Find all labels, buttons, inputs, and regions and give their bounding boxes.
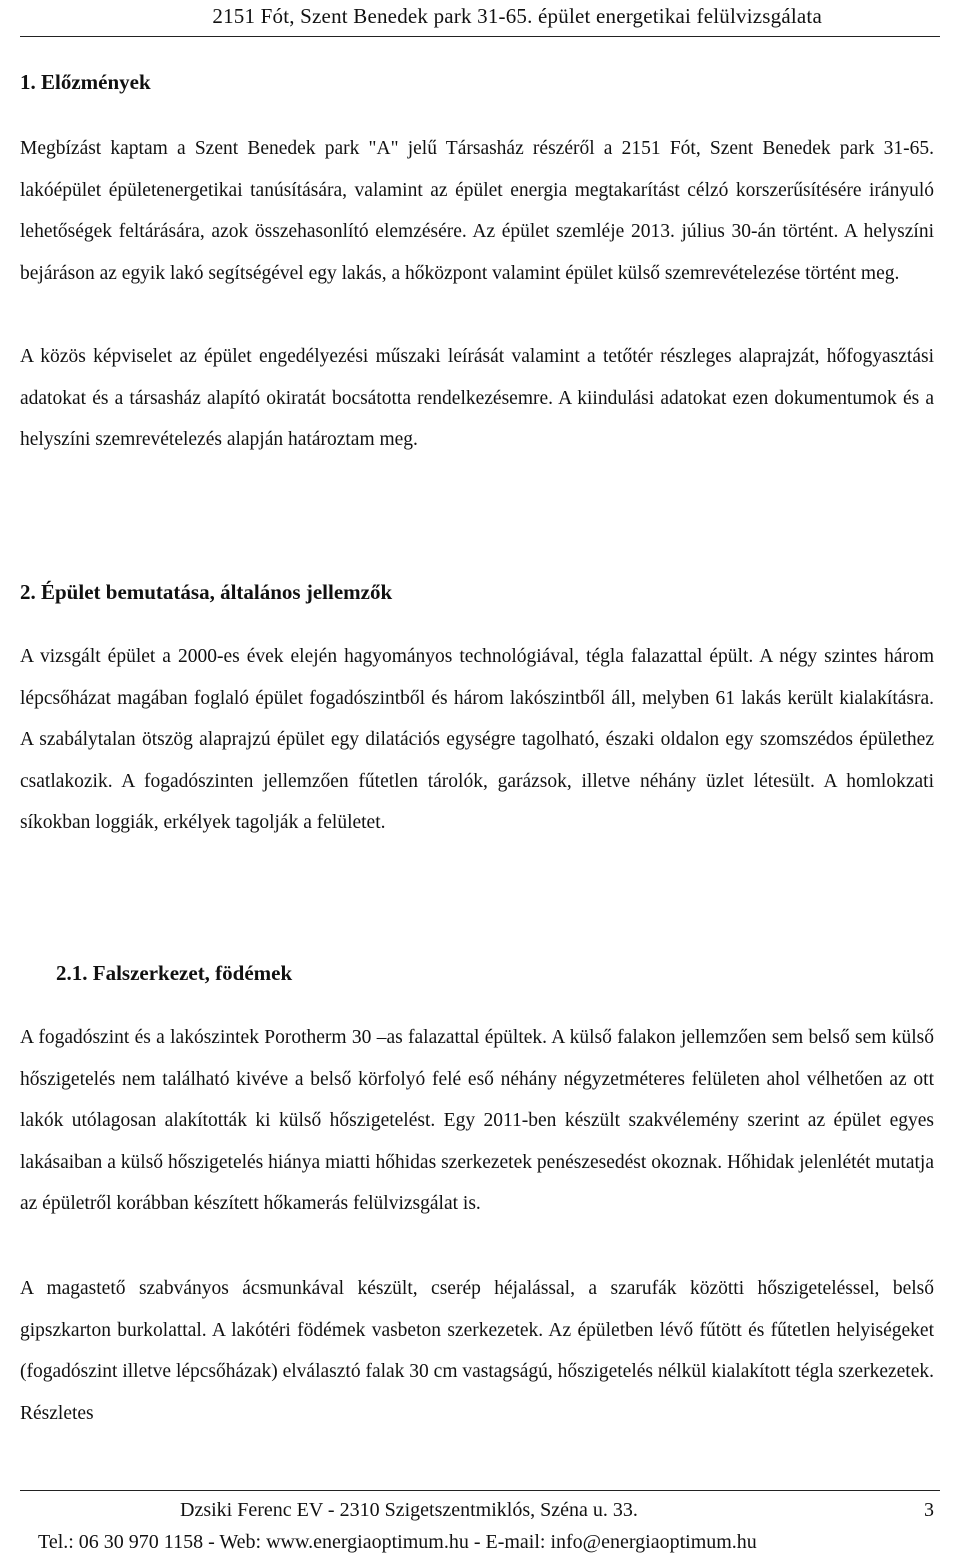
section-heading-1: 1. Előzmények bbox=[20, 70, 151, 94]
section-1-paragraph-2: A közös képviselet az épület engedélyezési műszaki leírását valamint a tetőtér részleges alaprajzát, hőfogyasztási adatokat és a társasház alapító okiratát bocsátotta rendelkezésemre. A kiindulási adatokat ezen dokumentumok és a helyszíni szemrevételezés alapján határoztam meg. bbox=[20, 346, 934, 450]
section-heading-2: 2. Épület bemutatása, általános jellemzők bbox=[20, 580, 393, 604]
section-2-1-paragraph-1: A fogadószint és a lakószintek Porotherm 30 –as falazattal épültek. A külső falakon jellemzően sem belső sem külső hőszigetelés nem található kivéve a belső körfolyó felé eső néhány négyzetméteres felületen ahol vélhetően az ott lakók utólagosan alakították ki külső hőszigetelést. Egy 2011-ben készült szakvélemény szerint az épület egyes lakásaiban a külső hőszigetelés hiánya miatti hőhidas szerkezetek penészesedést okoznak. Hőhidak jelenlétét mutatja az épületről korábban készített hőkamerás felülvizsgálat is. bbox=[20, 1027, 934, 1214]
page-number: 3 bbox=[924, 1499, 934, 1521]
page-header bbox=[20, 0, 940, 37]
header-title: 2151 Fót, Szent Benedek park 31-65. épület energetikai felülvizsgálata bbox=[212, 4, 822, 28]
footer-address: Dzsiki Ferenc EV - 2310 Szigetszentmiklós, Széna u. 33. bbox=[180, 1499, 638, 1521]
section-1-paragraph-1: Megbízást kaptam a Szent Benedek park "A" jelű Társasház részéről a 2151 Fót, Szent Benedek park 31-65. lakóépület épületenergetikai tanúsítására, valamint az épület energia megtakarítást célzó korszerűsítésére irányuló lehetőségek feltárására, azok összehasonlító elemzésére. Az épület szemléje 2013. július 30-án történt. A helyszíni bejáráson az egyik lakó segítségével egy lakás, a hőközpont valamint épület külső szemrevételezése történt meg. bbox=[20, 138, 934, 284]
section-2-paragraph: A vizsgált épület a 2000-es évek elején hagyományos technológiával, tégla falazattal épült. A négy szintes három lépcsőházat magában foglaló épület fogadószintből és három lakószintből áll, melyben 61 lakás került kialakításra. A szabálytalan ötszög alaprajzú épület egy dilatációs egységre tagolható, északi oldalon egy szomszédos épülethez csatlakozik. A fogadószinten jellemzően fűtetlen tárolók, garázsok, illetve néhány üzlet létesült. A homlokzati síkokban loggiák, erkélyek tagolják a felületet. bbox=[20, 646, 934, 833]
section-heading-2-1: 2.1. Falszerkezet, födémek bbox=[56, 961, 293, 985]
page-footer bbox=[20, 1490, 940, 1553]
section-2-1-paragraph-2: A magastető szabványos ácsmunkával készült, cserép héjalással, a szarufák közötti hőszigeteléssel, belső gipszkarton burkolattal. A lakótéri födémek vasbeton szerkezetek. Az épületben lévő fűtött és fűtetlen helyiségeket (fogadószint illetve lépcsőházak) elválasztó falak 30 cm vastagságú, hőszigetelés nélkül kialakított tégla szerkezetek. Részletes bbox=[20, 1278, 934, 1424]
footer-contact: Tel.: 06 30 970 1158 - Web: www.energiaoptimum.hu - E-mail: info@energiaoptimum.hu bbox=[38, 1531, 757, 1553]
